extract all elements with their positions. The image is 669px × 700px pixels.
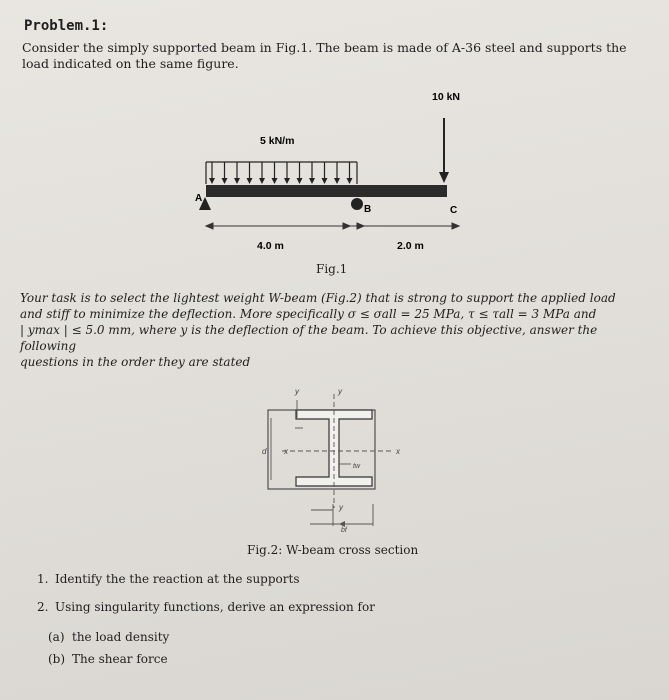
load-arrow-head xyxy=(334,178,340,184)
support-a-label: A xyxy=(195,193,203,204)
w-beam-cross-section xyxy=(0,370,669,540)
sub-question-a-text: the load density xyxy=(72,630,170,644)
question-1 xyxy=(37,572,299,586)
task-line-3: | ymax | ≤ 5.0 mm, where y is the deflection of the beam. To achieve this objective, answer the following xyxy=(20,323,598,353)
dim-tw-label: tw xyxy=(353,463,360,470)
roller-support-b xyxy=(351,198,363,210)
dim-bf-label: bf xyxy=(341,527,347,534)
point-c-label: C xyxy=(450,205,458,216)
span-ab-label: 4.0 m xyxy=(257,240,284,252)
question-2-text: Using singularity functions, derive an expression for xyxy=(55,600,375,614)
point-load-arrow xyxy=(439,118,449,183)
task-line-2: and stiff to minimize the deflection. More specifically σ ≤ σall = 25 MPa, τ ≤ τall = 3 MPa and xyxy=(20,307,597,321)
problem-title: Problem.1: xyxy=(24,18,109,34)
load-arrow-head xyxy=(322,178,328,184)
axis-x-right-label: x xyxy=(396,447,400,456)
dim-d-label: d xyxy=(262,447,267,456)
point-load-label: 10 kN xyxy=(432,91,461,103)
load-arrow-head xyxy=(309,178,315,184)
fig1-caption: Fig.1 xyxy=(316,262,348,276)
question-2 xyxy=(37,600,375,614)
question-1-number: 1. xyxy=(37,572,49,586)
dimension-line xyxy=(206,223,459,229)
span-bc-label: 2.0 m xyxy=(397,240,424,252)
task-line-1: Your task is to select the lightest weight W-beam (Fig.2) that is strong to support the applied load xyxy=(20,291,616,305)
beam xyxy=(206,185,447,197)
load-arrow-head xyxy=(247,178,253,184)
distributed-load xyxy=(206,162,357,184)
axis-y-top-label: y xyxy=(295,387,299,396)
question-2-number: 2. xyxy=(37,600,49,614)
axis-y-top-label-2: y xyxy=(338,387,342,396)
sub-question-b-text: The shear force xyxy=(72,652,168,666)
question-1-text: Identify the the reaction at the supports xyxy=(55,572,300,586)
axis-x-left-label: x xyxy=(284,447,288,456)
axis-y-bottom-label: y xyxy=(339,503,343,512)
load-arrow-head xyxy=(234,178,240,184)
fig2-caption: Fig.2: W-beam cross section xyxy=(247,543,419,557)
load-arrow-head xyxy=(297,178,303,184)
sub-question-b-number: (b) xyxy=(48,652,66,666)
load-arrow-head xyxy=(347,178,353,184)
task-line-4: questions in the order they are stated xyxy=(20,355,251,369)
load-arrow-head xyxy=(259,178,265,184)
load-arrow-head xyxy=(284,178,290,184)
dist-load-label: 5 kN/m xyxy=(260,135,295,147)
load-arrow-head xyxy=(272,178,278,184)
sub-question-a xyxy=(48,630,169,644)
load-arrow-head xyxy=(222,178,228,184)
load-arrow-head xyxy=(209,178,215,184)
task-paragraph xyxy=(20,290,648,370)
sub-question-a-number: (a) xyxy=(48,630,65,644)
sub-question-b xyxy=(48,652,168,666)
beam-diagram xyxy=(0,0,669,290)
support-b-label: B xyxy=(364,204,372,215)
intro-paragraph: Consider the simply supported beam in Fig.1. The beam is made of A-36 steel and supports the load indicated on the same figure. xyxy=(22,40,627,71)
